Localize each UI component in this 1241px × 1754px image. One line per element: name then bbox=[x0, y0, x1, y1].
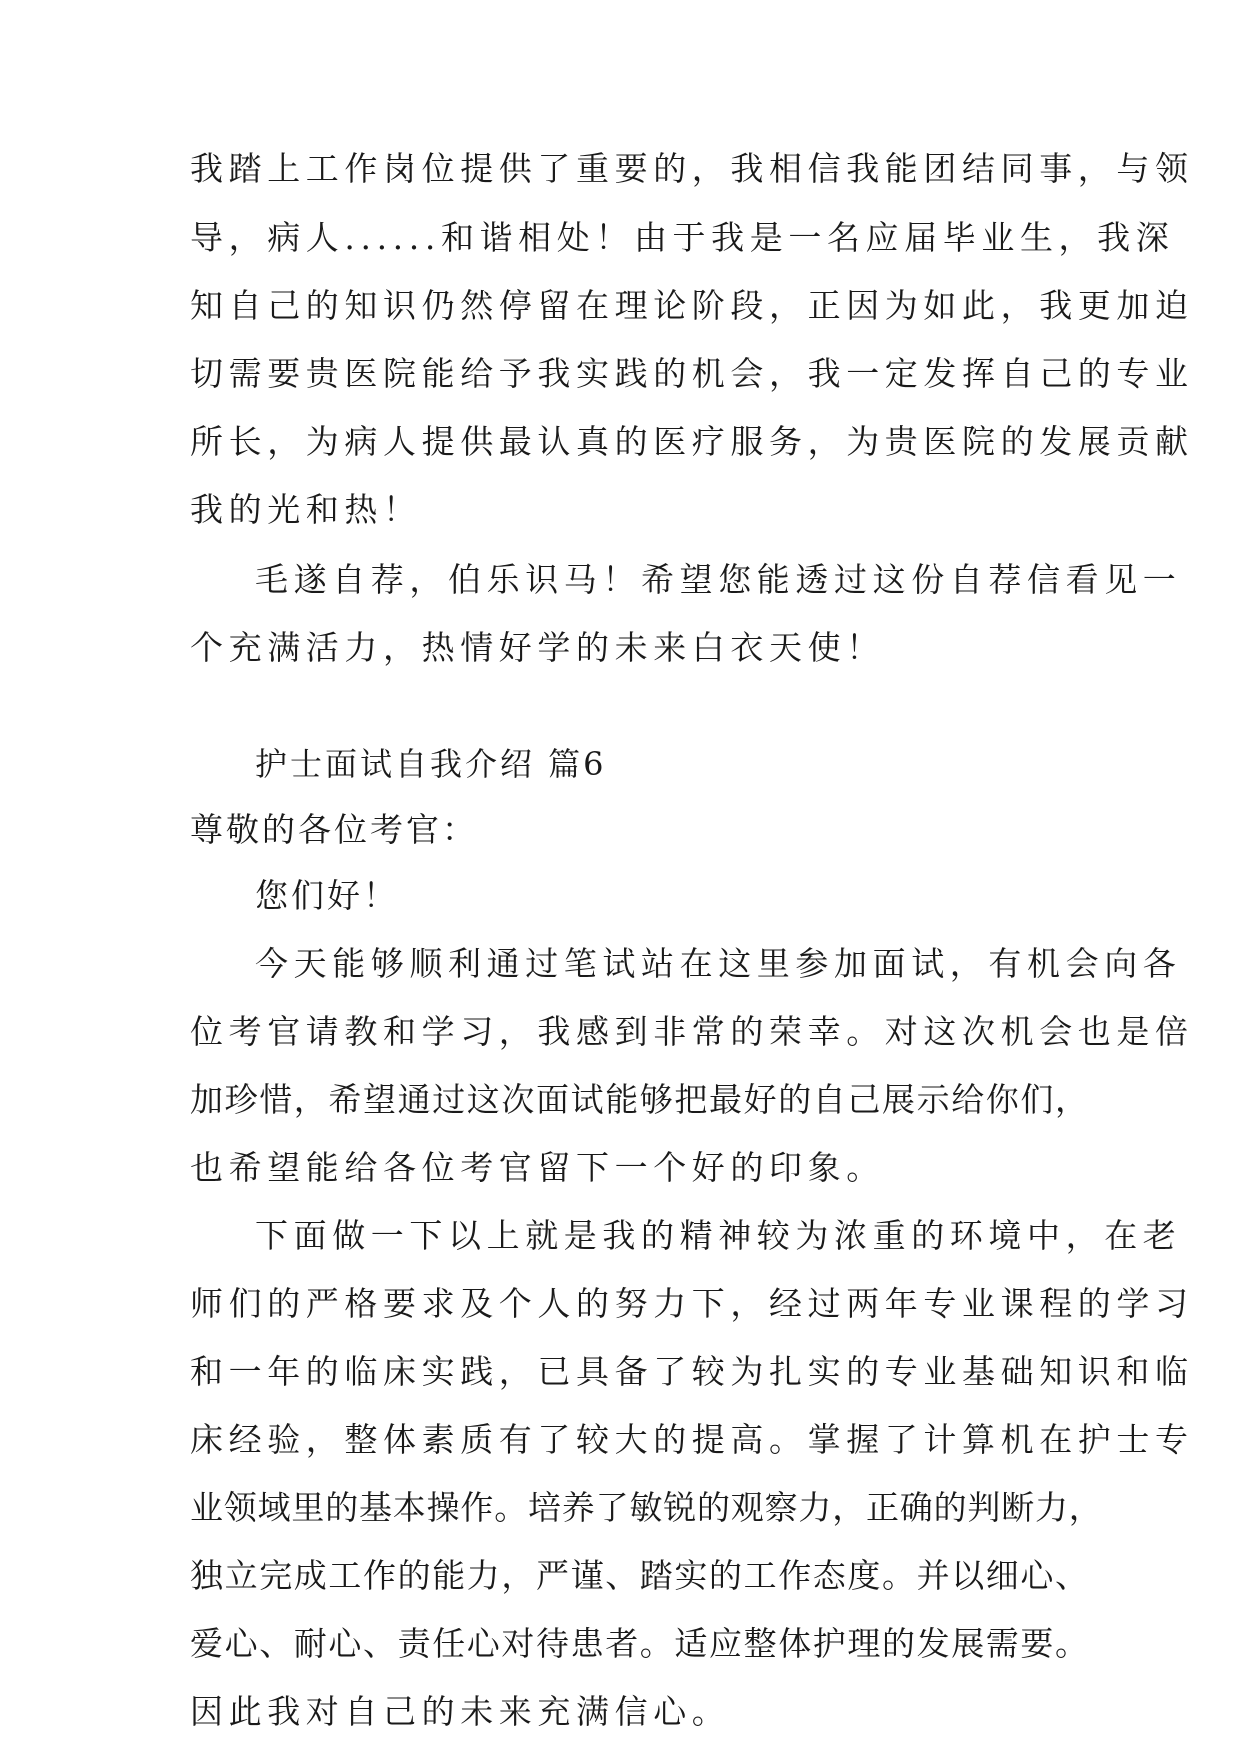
paragraph-1-line-4: 切需要贵医院能给予我实践的机会，我一定发挥自己的专业 bbox=[190, 354, 1194, 393]
paragraph-3-line-4: 也希望能给各位考官留下一个好的印象。 bbox=[190, 1148, 885, 1187]
greeting: 您们好！ bbox=[255, 876, 399, 915]
paragraph-1-line-3: 知自己的知识仍然停留在理论阶段，正因为如此，我更加迫 bbox=[190, 286, 1194, 325]
paragraph-2-line-1: 毛遂自荐，伯乐识马！希望您能透过这份自荐信看见一 bbox=[255, 560, 1182, 599]
paragraph-3-line-3: 加珍惜，希望通过这次面试能够把最好的自己展示给你们， bbox=[190, 1080, 1090, 1119]
paragraph-1-line-1: 我踏上工作岗位提供了重要的，我相信我能团结同事，与领 bbox=[190, 149, 1194, 188]
salutation: 尊敬的各位考官： bbox=[190, 810, 478, 849]
section-heading: 护士面试自我介绍 篇6 bbox=[255, 745, 607, 783]
paragraph-3-line-2: 位考官请教和学习，我感到非常的荣幸。对这次机会也是倍 bbox=[190, 1012, 1194, 1051]
paragraph-4-line-7: 爱心、耐心、责任心对待患者。适应整体护理的发展需要。 bbox=[190, 1624, 1090, 1663]
paragraph-1-line-2: 导，病人......和谐相处！由于我是一名应届毕业生，我深 bbox=[190, 218, 1175, 257]
paragraph-3-line-1: 今天能够顺利通过笔试站在这里参加面试，有机会向各 bbox=[255, 944, 1182, 983]
paragraph-4-line-2: 师们的严格要求及个人的努力下，经过两年专业课程的学习 bbox=[190, 1284, 1194, 1323]
paragraph-4-line-1: 下面做一下以上就是我的精神较为浓重的环境中，在老 bbox=[255, 1216, 1182, 1255]
paragraph-4-line-5: 业领域里的基本操作。培养了敏锐的观察力，正确的判断力， bbox=[190, 1488, 1103, 1527]
paragraph-4-line-3: 和一年的临床实践，已具备了较为扎实的专业基础知识和临 bbox=[190, 1352, 1194, 1391]
paragraph-4-line-6: 独立完成工作的能力，严谨、踏实的工作态度。并以细心、 bbox=[190, 1556, 1090, 1595]
paragraph-1-line-6: 我的光和热！ bbox=[190, 490, 422, 529]
paragraph-2-line-2: 个充满活力，热情好学的未来白衣天使！ bbox=[190, 628, 885, 667]
paragraph-1-line-5: 所长，为病人提供最认真的医疗服务，为贵医院的发展贡献 bbox=[190, 422, 1194, 461]
paragraph-4-line-8: 因此我对自己的未来充满信心。 bbox=[190, 1692, 731, 1731]
paragraph-4-line-4: 床经验，整体素质有了较大的提高。掌握了计算机在护士专 bbox=[190, 1420, 1194, 1459]
